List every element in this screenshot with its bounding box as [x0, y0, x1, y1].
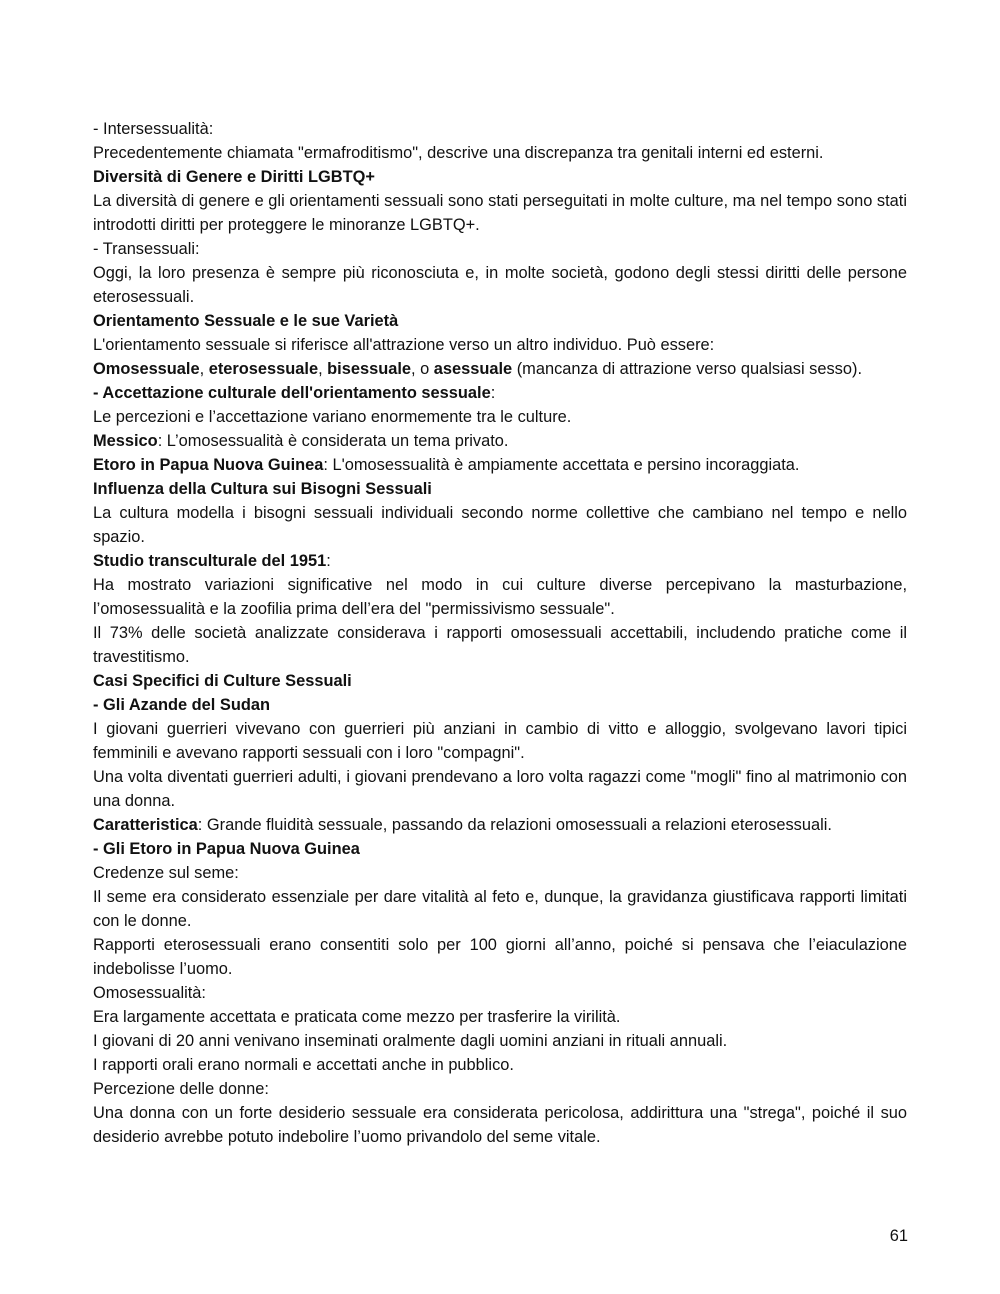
document-body	[93, 117, 907, 1149]
text-run: Oggi, la loro presenza è sempre più riconosciuta e, in molte società, godono degli stessi diritti delle persone eterosessuali.	[93, 264, 907, 306]
paragraph	[93, 765, 907, 813]
text-run: La diversità di genere e gli orientamenti sessuali sono stati perseguitati in molte culture, ma nel tempo sono stati introdotti diritti per proteggere le minoranze LGBTQ+.	[93, 192, 907, 234]
paragraph	[93, 501, 907, 549]
paragraph	[93, 621, 907, 669]
page-number: 61	[889, 1227, 908, 1245]
paragraph	[93, 261, 907, 309]
paragraph	[93, 1005, 907, 1029]
bold-text: Orientamento Sessuale e le sue Varietà	[93, 312, 399, 330]
paragraph	[93, 573, 907, 621]
section-heading	[93, 693, 907, 717]
paragraph	[93, 813, 907, 837]
paragraph	[93, 429, 907, 453]
paragraph	[93, 981, 907, 1005]
bold-text: - Gli Etoro in Papua Nuova Guinea	[93, 840, 360, 858]
text-run: (mancanza di attrazione verso qualsiasi sesso).	[512, 360, 863, 378]
paragraph	[93, 405, 907, 429]
text-run: L'orientamento sessuale si riferisce all'attrazione verso un altro individuo. Può essere:	[93, 336, 715, 354]
text-run: La cultura modella i bisogni sessuali individuali secondo norme collettive che cambiano nel tempo e nello spazio.	[93, 504, 907, 546]
paragraph	[93, 1101, 907, 1149]
bold-text: Messico	[93, 432, 158, 450]
text-run: Percezione delle donne:	[93, 1080, 269, 1098]
text-run: Il seme era considerato essenziale per dare vitalità al feto e, dunque, la gravidanza giustificava rapporti limitati con le donne.	[93, 888, 907, 930]
bold-text: Casi Specifici di Culture Sessuali	[93, 672, 352, 690]
text-run: Ha mostrato variazioni significative nel modo in cui culture diverse percepivano la masturbazione, l’omosessualità e la zoofilia prima dell’era del "permissivismo sessuale".	[93, 576, 907, 618]
text-run: :	[326, 552, 331, 570]
text-run: ,	[318, 360, 328, 378]
text-run: - Transessuali:	[93, 240, 200, 258]
paragraph	[93, 861, 907, 885]
paragraph	[93, 885, 907, 933]
bold-text: Diversità di Genere e Diritti LGBTQ+	[93, 168, 375, 186]
paragraph	[93, 141, 907, 165]
text-run: Una volta diventati guerrieri adulti, i giovani prendevano a loro volta ragazzi come "mogli" fino al matrimonio con una donna.	[93, 768, 907, 810]
paragraph	[93, 237, 907, 261]
bold-text: Influenza della Cultura sui Bisogni Sessuali	[93, 480, 432, 498]
paragraph	[93, 1077, 907, 1101]
bold-text: Omosessuale	[93, 360, 200, 378]
bold-text: asessuale	[433, 360, 513, 378]
text-run: I giovani di 20 anni venivano inseminati oralmente dagli uomini anziani in rituali annuali.	[93, 1032, 728, 1050]
bold-text: - Gli Azande del Sudan	[93, 696, 270, 714]
text-run: I giovani guerrieri vivevano con guerrieri più anziani in cambio di vitto e alloggio, svolgevano lavori tipici femminili e avevano rapporti sessuali con i loro "compagni".	[93, 720, 907, 762]
section-heading	[93, 669, 907, 693]
bold-text: bisessuale	[327, 360, 411, 378]
paragraph	[93, 1029, 907, 1053]
paragraph	[93, 381, 907, 405]
text-run: Precedentemente chiamata "ermafroditismo", descrive una discrepanza tra genitali interni ed esterni.	[93, 144, 824, 162]
section-heading	[93, 165, 907, 189]
text-run: Rapporti eterosessuali erano consentiti solo per 100 giorni all’anno, poiché si pensava che l’eiaculazione indebolisse l’uomo.	[93, 936, 907, 978]
text-run: - Intersessualità:	[93, 120, 214, 138]
paragraph	[93, 933, 907, 981]
section-heading	[93, 477, 907, 501]
text-run: , o	[411, 360, 434, 378]
text-run: Il 73% delle società analizzate considerava i rapporti omosessuali accettabili, includendo pratiche come il travestitismo.	[93, 624, 907, 666]
paragraph	[93, 189, 907, 237]
paragraph	[93, 333, 907, 357]
bold-text: Studio transculturale del 1951	[93, 552, 327, 570]
text-run: : L’omosessualità è considerata un tema privato.	[157, 432, 509, 450]
paragraph	[93, 117, 907, 141]
text-run: Era largamente accettata e praticata come mezzo per trasferire la virilità.	[93, 1008, 621, 1026]
text-run: Una donna con un forte desiderio sessuale era considerata pericolosa, addirittura una "strega", poiché il suo desiderio avrebbe potuto indebolire l’uomo privandolo del seme vitale.	[93, 1104, 907, 1146]
text-run: :	[490, 384, 496, 402]
bold-text: Caratteristica	[93, 816, 198, 834]
text-run: Le percezioni e l’accettazione variano enormemente tra le culture.	[93, 408, 572, 426]
paragraph	[93, 717, 907, 765]
text-run: : Grande fluidità sessuale, passando da relazioni omosessuali a relazioni eterosessuali.	[197, 816, 832, 834]
text-run: : L'omosessualità è ampiamente accettata e persino incoraggiata.	[323, 456, 800, 474]
paragraph	[93, 357, 907, 381]
text-run: ,	[199, 360, 209, 378]
section-heading	[93, 309, 907, 333]
text-run: Omosessualità:	[93, 984, 206, 1002]
section-heading	[93, 837, 907, 861]
paragraph	[93, 1053, 907, 1077]
bold-text: eterosessuale	[208, 360, 319, 378]
paragraph	[93, 549, 907, 573]
bold-text: Etoro in Papua Nuova Guinea	[93, 456, 324, 474]
text-run: Credenze sul seme:	[93, 864, 239, 882]
text-run: I rapporti orali erano normali e accettati anche in pubblico.	[93, 1056, 514, 1074]
bold-text: - Accettazione culturale dell'orientamento sessuale	[93, 384, 491, 402]
paragraph	[93, 453, 907, 477]
